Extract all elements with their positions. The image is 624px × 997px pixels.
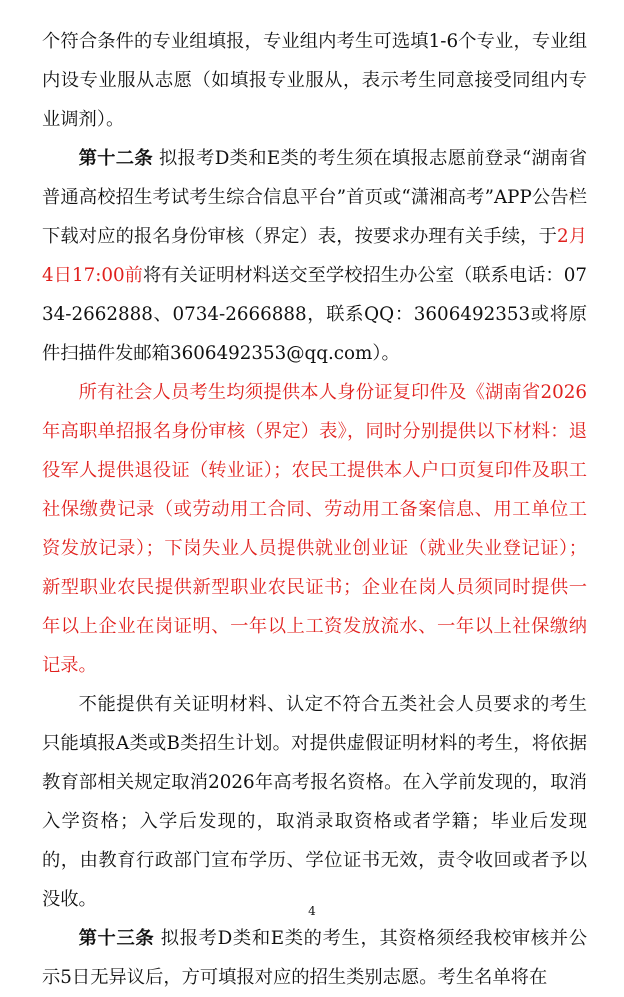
article-13-heading: 第十三条 <box>78 928 155 949</box>
article-12-text-a: 拟报考D类和E类的考生须在填报志愿前登录“湖南省普通高校招生考试考生综合信息平台”首页或“潇湘高考”APP公告栏下载对应的报名身份审核（界定）表，按要求办理有关手续，于 <box>42 148 587 247</box>
article-13-text: 拟报考D类和E类的考生，其资格须经我校审核并公示5日无异议后，方可填报对应的招生类别志愿。考生名单将在 <box>42 928 587 988</box>
required-materials-paragraph <box>42 373 587 685</box>
paragraph-program-group <box>42 22 587 139</box>
article-12-heading: 第十二条 <box>78 148 153 169</box>
restrictions-text: 不能提供有关证明材料、认定不符合五类社会人员要求的考生只能填报A类或B类招生计划。对提供虚假证明材料的考生，将依据教育部相关规定取消2026年高考报名资格。在入学前发现的，取消入学资格；入学后发现的，取消录取资格或者学籍；毕业后发现的，由教育行政部门宣布学历、学位证书无效，责令收回或者予以没收。 <box>42 694 587 910</box>
page-number: 4 <box>308 904 316 918</box>
paragraph-text: 个符合条件的专业组填报，专业组内考生可选填1-6个专业，专业组内设专业服从志愿（如填报专业服从，表示考生同意接受同组内专业调剂）。 <box>42 31 587 130</box>
article-12-text-b: 将有关证明材料送交至学校招生办公室（联系电话：0734-2662888、0734-2666888，联系QQ：3606492353或将原件扫描件发邮箱3606492353@qq.com）。 <box>42 265 587 364</box>
document-page <box>42 22 587 997</box>
article-12 <box>42 139 587 373</box>
deadline-highlight: 2月4日17:00前 <box>42 226 587 286</box>
restrictions-paragraph <box>42 685 587 919</box>
article-13 <box>42 919 587 997</box>
required-materials-text: 所有社会人员考生均须提供本人身份证复印件及《湖南省2026年高职单招报名身份审核（界定）表》，同时分别提供以下材料：退役军人提供退役证（转业证）；农民工提供本人户口页复印件及职工社保缴费记录（或劳动用工合同、劳动用工备案信息、用工单位工资发放记录）；下岗失业人员提供就业创业证（就业失业登记证）；新型职业农民提供新型职业农民证书；企业在岗人员须同时提供一年以上企业在岗证明、一年以上工资发放流水、一年以上社保缴纳记录。 <box>42 382 587 676</box>
